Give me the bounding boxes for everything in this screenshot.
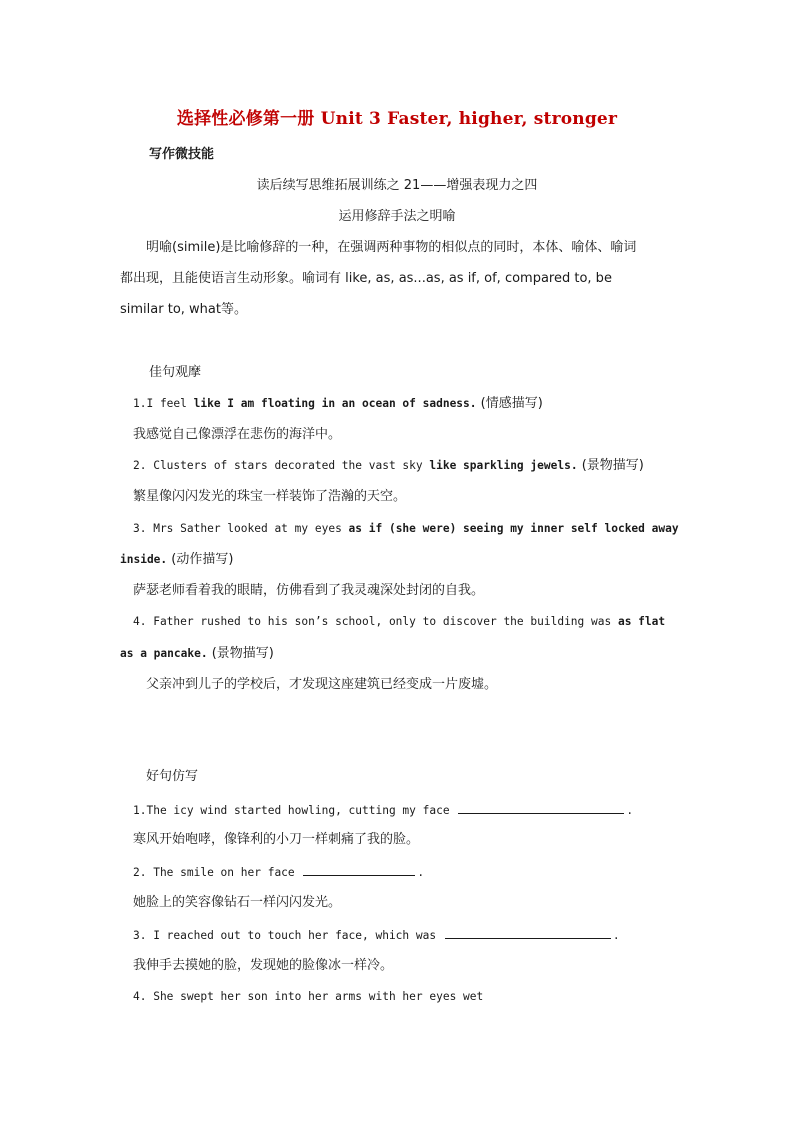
sentence-end: . <box>417 866 425 879</box>
item-text: 3. Mrs Sather looked at my eyes <box>133 522 349 535</box>
simile-phrase: as if (she were) seeing my inner self locked away <box>348 522 679 535</box>
item-text: 1.I feel <box>133 397 194 410</box>
imitation-item-2-en <box>133 863 424 882</box>
item-category: (景物描写) <box>577 458 644 473</box>
item-category: (景物描写) <box>207 646 274 661</box>
answer-blank[interactable] <box>303 863 415 876</box>
imitation-item-1-zh: 寒风开始咆哮，像锋利的小刀一样刺痛了我的脸。 <box>133 832 420 847</box>
appreciation-item-3-en-cont <box>120 551 233 569</box>
simile-phrase: inside. <box>120 553 168 566</box>
simile-phrase: like sparkling jewels. <box>429 459 578 472</box>
intro-line-3: similar to, what等。 <box>120 302 247 317</box>
simile-phrase: as a pancake. <box>120 647 208 660</box>
sentence-end: . <box>612 929 620 942</box>
answer-blank[interactable] <box>458 801 624 814</box>
appreciation-item-4-en-cont <box>120 645 274 663</box>
appreciation-item-2-en <box>133 457 644 475</box>
appreciation-item-1-zh: 我感觉自己像漂浮在悲伤的海洋中。 <box>133 427 342 442</box>
simile-phrase: like I am floating in an ocean of sadness. <box>193 397 477 410</box>
intro-line-1: 明喻(simile)是比喻修辞的一种，在强调两种事物的相似点的同时，本体、喻体、喻词 <box>146 240 637 255</box>
appreciation-item-2-zh: 繁星像闪闪发光的珠宝一样装饰了浩瀚的天空。 <box>133 489 407 504</box>
sentence-end: . <box>626 804 634 817</box>
subtitle-training: 读后续写思维拓展训练之 21——增强表现力之四 <box>256 178 538 193</box>
simile-phrase: as flat <box>617 615 666 628</box>
subtitle-simile: 运用修辞手法之明喻 <box>338 209 456 224</box>
item-text: 3. I reached out to touch her face, which was <box>133 929 437 942</box>
item-category: (情感描写) <box>476 396 543 411</box>
imitation-item-1-en <box>133 801 633 820</box>
item-text: 2. Clusters of stars decorated the vast sky <box>133 459 430 472</box>
page-title: 选择性必修第一册 Unit 3 Faster, higher, stronger <box>176 109 618 129</box>
imitation-item-3-en <box>133 926 620 945</box>
section-label: 写作微技能 <box>149 147 215 162</box>
item-text: 4. Father rushed to his son’s school, only to discover the building was <box>133 615 618 628</box>
item-text: 1.The icy wind started howling, cutting my face <box>133 804 450 817</box>
appreciation-item-3-en <box>133 520 679 538</box>
imitation-item-4-en: 4. She swept her son into her arms with her eyes wet <box>133 990 484 1003</box>
appreciation-item-4-zh: 父亲冲到儿子的学校后，才发现这座建筑已经变成一片废墟。 <box>146 677 498 692</box>
answer-blank[interactable] <box>445 926 611 939</box>
appreciation-item-4-en <box>133 613 665 631</box>
appreciation-heading: 佳句观摩 <box>149 365 202 380</box>
appreciation-item-3-zh: 萨瑟老师看着我的眼睛，仿佛看到了我灵魂深处封闭的自我。 <box>133 583 485 598</box>
intro-line-2: 都出现，且能使语言生动形象。喻词有 like, as, as...as, as if, of, compared to, be <box>120 271 612 286</box>
imitation-heading: 好句仿写 <box>146 769 199 784</box>
imitation-item-3-zh: 我伸手去摸她的脸，发现她的脸像冰一样冷。 <box>133 958 394 973</box>
item-text: 2. The smile on her face <box>133 866 295 879</box>
imitation-item-2-zh: 她脸上的笑容像钻石一样闪闪发光。 <box>133 895 342 910</box>
appreciation-item-1-en <box>133 395 543 413</box>
item-category: (动作描写) <box>167 552 234 567</box>
